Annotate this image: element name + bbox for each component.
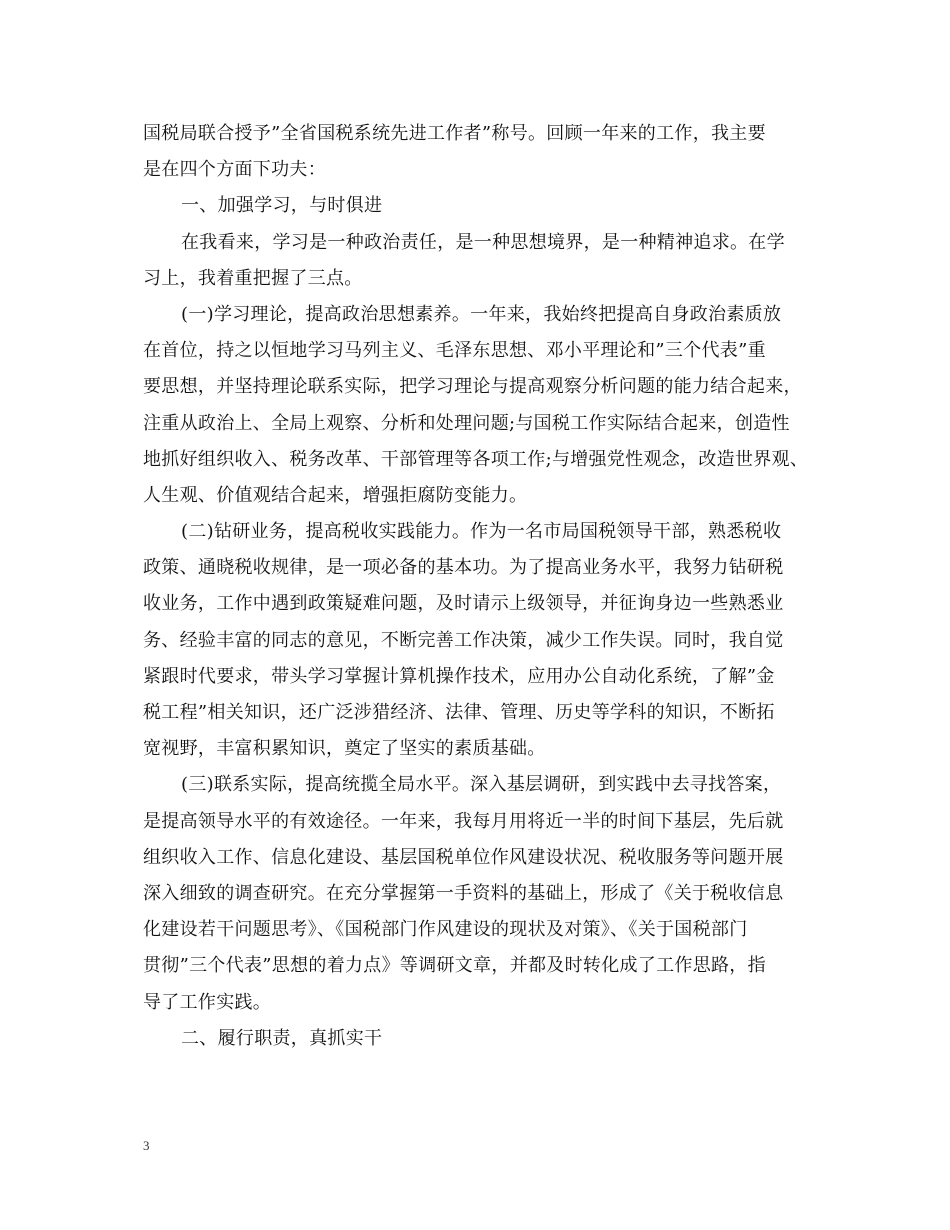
text-line: 务、经验丰富的同志的意见，不断完善工作决策，减少工作失误。同时，我自觉 [143,629,784,651]
text-line: 收业务，工作中遇到政策疑难问题，及时请示上级领导，并征询身边一些熟悉业 [143,593,784,615]
text-line: 贯彻”三个代表”思想的着力点》等调研文章，并都及时转化成了工作思路，指 [143,955,766,977]
text-line: 是提高领导水平的有效途径。一年来，我每月用将近一半的时间下基层，先后就 [143,810,784,832]
text-line: 人生观、价值观结合起来，增强拒腐防变能力。 [143,484,528,506]
text-line: 要思想，并坚持理论联系实际，把学习理论与提高观察分析问题的能力结合起来， [143,376,802,398]
page-number: 3 [143,1138,150,1153]
text-line: 在首位，持之以恒地学习马列主义、毛泽东思想、邓小平理论和”三个代表”重 [143,340,766,362]
text-line: (三)联系实际，提高统揽全局水平。深入基层调研，到实践中去寻找答案， [181,774,782,796]
text-line: 习上，我着重把握了三点。 [143,267,363,289]
text-line: 税工程”相关知识，还广泛涉猎经济、法律、管理、历史等学科的知识，不断拓 [143,702,775,723]
text-line: 地抓好组织收入、税务改革、干部管理等各项工作;与增强党性观念，改造世界观、 [143,448,809,470]
text-line: 组织收入工作、信息化建设、基层国税单位作风建设状况、税收服务等问题开展 [143,846,784,868]
text-line: 深入细致的调查研究。在充分掌握第一手资料的基础上，形成了《关于税收信息 [143,882,784,904]
text-line: 政策、通晓税收规律，是一项必备的基本功。为了提高业务水平，我努力钻研税 [143,557,784,579]
text-line: 一、加强学习，与时俱进 [181,195,383,217]
text-line: 紧跟时代要求，带头学习掌握计算机操作技术，应用办公自动化系统，了解”金 [143,665,775,687]
document-body [143,116,823,1057]
text-line: 宽视野，丰富积累知识，奠定了坚实的素质基础。 [143,738,546,760]
text-line: 二、履行职责，真抓实干 [181,1027,383,1049]
text-line: 化建设若干问题思考》、《国税部门作风建设的现状及对策》、《关于国税部门 [143,919,748,941]
text-line: 是在四个方面下功夫： [143,159,326,181]
text-line: 在我看来，学习是一种政治责任，是一种思想境界，是一种精神追求。在学 [181,231,785,253]
text-line: (二)钻研业务，提高税收实践能力。作为一名市局国税领导干部，熟悉税收 [181,521,782,543]
text-line: (一)学习理论，提高政治思想素养。一年来，我始终把提高自身政治素质放 [181,303,782,325]
text-line: 国税局联合授予”全省国税系统先进工作者”称号。回顾一年来的工作，我主要 [143,123,766,144]
text-line: 注重从政治上、全局上观察、分析和处理问题;与国税工作实际结合起来，创造性 [143,412,790,434]
text-line: 导了工作实践。 [143,991,272,1013]
